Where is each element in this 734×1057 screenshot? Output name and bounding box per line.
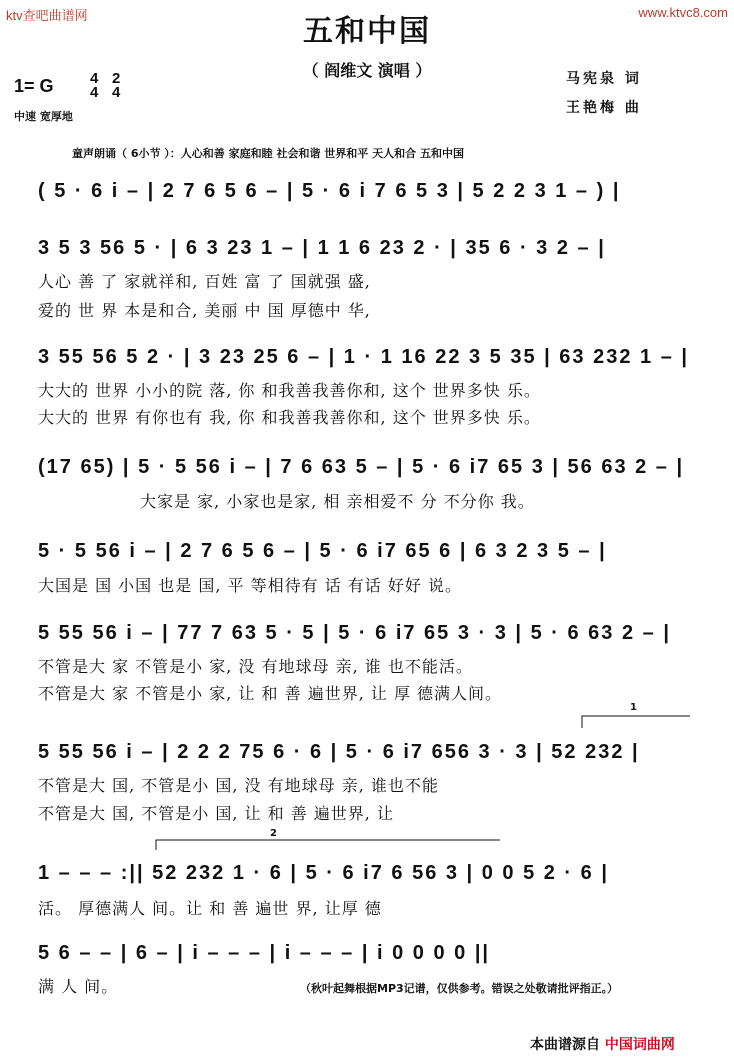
lyric-row-3b: 大大的 世界 有你也有 我, 你 和我善我善你和, 这个 世界多快 乐。	[38, 408, 541, 427]
lyric-row-9: 满 人 间。	[38, 977, 119, 996]
key-signature: 1= G	[14, 76, 54, 96]
notation-row-1: ( 5 · 6 i – | 2 7 6 5 6 – | 5 · 6 i 7 6 5 3 | 5 2 2 3 1 – ) |	[38, 180, 621, 202]
lyric-row-4: 大家是 家, 小家也是家, 相 亲相爱不 分 不分你 我。	[140, 492, 535, 511]
song-title: 五和中国	[303, 14, 431, 49]
source-prefix: 本曲谱源自	[530, 1037, 600, 1053]
notation-row-4: (17 65) | 5 · 5 56 i – | 7 6 63 5 – | 5 · 6 i7 65 3 | 56 63 2 – |	[38, 456, 685, 478]
tempo-marking: 中速 宽厚地	[14, 110, 73, 123]
lyric-row-2b: 爱的 世 界 本是和合, 美丽 中 国 厚德中 华,	[38, 301, 371, 320]
notation-row-6: 5 55 56 i – | 77 7 63 5 · 5 | 5 · 6 i7 65 3 · 3 | 5 · 6 63 2 – |	[38, 622, 671, 644]
lyric-row-8: 活。 厚德满人 间。让 和 善 遍世 界, 让厚 德	[38, 899, 382, 918]
lyric-row-6b: 不管是大 家 不管是小 家, 让 和 善 遍世界, 让 厚 德满人间。	[38, 684, 503, 703]
watermark-right: www.ktvc8.com	[638, 5, 728, 20]
lyricist-credit: 马宪泉 词	[566, 71, 642, 87]
notation-row-3: 3 55 56 5 2 · | 3 23 25 6 – | 1 · 1 16 22 3 5 35 | 63 232 1 – |	[38, 346, 689, 368]
notation-row-7: 5 55 56 i – | 2 2 2 75 6 · 6 | 5 · 6 i7 656 3 · 3 | 52 232 |	[38, 741, 640, 763]
intro-recitation: 童声朗诵（ 6小节 ）：人心和善 家庭和睦 社会和谐 世界和平 天人和合 五和中国	[72, 147, 464, 160]
volta-1-label: 1	[630, 702, 637, 713]
volta-2-label: 2	[270, 828, 277, 839]
notation-row-9: 5 6 – – | 6 – | i – – – | i – – – | i 0 0 0 0 ||	[38, 942, 491, 964]
time-signature-4-4: 4 4	[90, 70, 99, 101]
lyric-row-5: 大国是 国 小国 也是 国, 平 等相待有 话 有话 好好 说。	[38, 576, 462, 595]
lyric-row-6a: 不管是大 家 不管是小 家, 没 有地球母 亲, 谁 也不能活。	[38, 657, 473, 676]
notation-row-5: 5 · 5 56 i – | 2 7 6 5 6 – | 5 · 6 i7 65 6 | 6 3 2 3 5 – |	[38, 540, 607, 562]
lyric-row-2a: 人心 善 了 家就祥和, 百姓 富 了 国就强 盛,	[38, 272, 371, 291]
source-credit	[530, 1034, 675, 1054]
watermark-left: ktv查吧曲谱网	[6, 8, 88, 23]
composer-credit: 王艳梅 曲	[566, 100, 642, 116]
transcription-note: （秋叶起舞根据MP3记谱，仅供参考。错误之处敬请批评指正。）	[300, 982, 619, 995]
notation-row-2: 3 5 3 56 5 · | 6 3 23 1 – | 1 1 6 23 2 · | 35 6 · 3 2 – |	[38, 237, 606, 259]
singer-credit: （ 阎维文 演唱 ）	[302, 61, 432, 80]
source-site-link[interactable]: 中国词曲网	[604, 1037, 675, 1053]
notation-row-8: 1 – – – :|| 52 232 1 · 6 | 5 · 6 i7 6 56 3 | 0 0 5 2 · 6 |	[38, 862, 609, 884]
lyric-row-7a: 不管是大 国, 不管是小 国, 没 有地球母 亲, 谁也不能	[38, 776, 439, 795]
time-signature-2-4: 2 4	[112, 70, 121, 101]
lyric-row-3a: 大大的 世界 小小的院 落, 你 和我善我善你和, 这个 世界多快 乐。	[38, 381, 541, 400]
lyric-row-7b: 不管是大 国, 不管是小 国, 让 和 善 遍世界, 让	[38, 804, 394, 823]
